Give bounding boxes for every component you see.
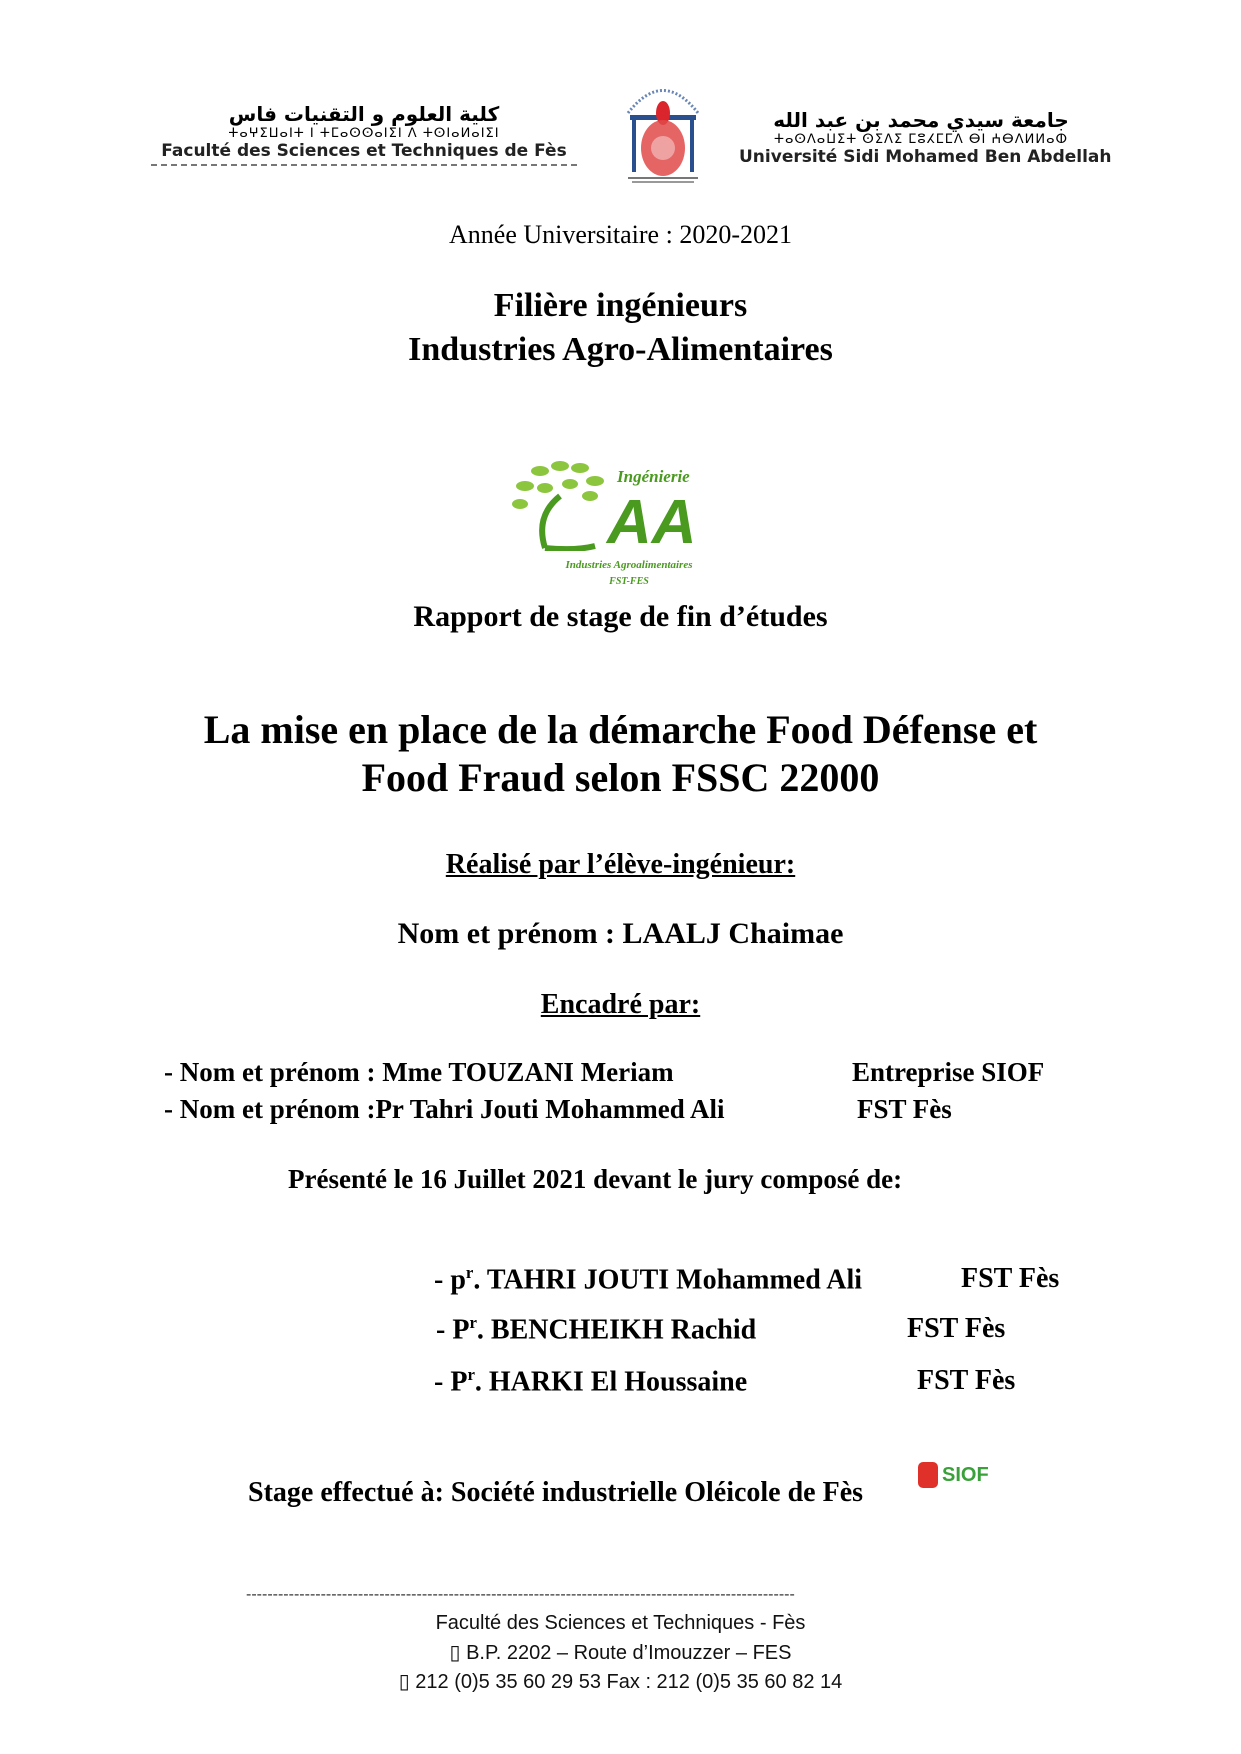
- internship-location: Stage effectué à: Société industrielle Oléicole de Fès: [248, 1477, 864, 1508]
- iaa-logo: [505, 456, 735, 596]
- academic-year: Année Universitaire : 2020-2021: [449, 220, 792, 249]
- logo-letters: AA: [607, 488, 697, 557]
- jury-title-sup: r: [465, 1263, 474, 1282]
- siof-logo: [918, 1462, 989, 1492]
- jury-name: . BENCHEIKH Rachid: [476, 1314, 757, 1346]
- supervisor-2-name: - Nom et prénom :Pr Tahri Jouti Mohammed Ali: [164, 1094, 725, 1124]
- author-name: Nom et prénom : LAALJ Chaimae: [397, 917, 844, 950]
- jury-member-2-org: FST Fès: [907, 1313, 1006, 1344]
- university-header: [739, 108, 1112, 167]
- university-name-french: Université Sidi Mohamed Ben Abdellah: [739, 147, 1112, 167]
- footer-institution: Faculté des Sciences et Techniques - Fès: [435, 1612, 806, 1634]
- jury-title-sup: r: [469, 1313, 477, 1332]
- jury-name: . TAHRI JOUTI Mohammed Ali: [473, 1264, 863, 1296]
- report-type: Rapport de stage de fin d’études: [413, 600, 828, 633]
- faculty-name-tifinagh: ⵜⴰⵖⵉⵡⴰⵏⵜ ⵏ ⵜⵎⴰⵙⵙⴰⵏⵉⵏ ⴷ ⵜⵙⵏⴰⵍⴰⵏⵉⵏ: [228, 126, 500, 141]
- faculty-name-arabic: كلية العلوم و التقنيات فاس: [228, 102, 500, 126]
- jury-member-1-org: FST Fès: [961, 1263, 1060, 1294]
- siof-emblem-icon: [918, 1462, 938, 1488]
- title-line2: Food Fraud selon FSSC 22000: [361, 755, 880, 800]
- program-line2: Industries Agro-Alimentaires: [408, 331, 833, 368]
- supervisor-1-name: - Nom et prénom : Mme TOUZANI Meriam: [164, 1057, 674, 1087]
- tree-icon: [505, 456, 615, 551]
- faculty-underline: [151, 164, 577, 166]
- siof-logo-text: SIOF: [942, 1464, 989, 1486]
- faculty-header: [147, 102, 581, 166]
- supervisor-2-org: FST Fès: [857, 1094, 952, 1124]
- program-line1: Filière ingénieurs: [493, 287, 748, 324]
- footer-separator: -------------------------------------------------------------------------------------------------------: [246, 1586, 795, 1603]
- jury-member-2: [436, 1313, 756, 1346]
- faculty-name-french: Faculté des Sciences et Techniques de Fès: [161, 141, 567, 161]
- logo-subtitle: Industries Agroalimentaires: [565, 559, 693, 571]
- logo-subtitle-2: FST-FES: [609, 576, 649, 587]
- jury-prefix: - P: [436, 1314, 470, 1346]
- jury-member-3: [434, 1365, 747, 1398]
- jury-prefix: - P: [434, 1366, 468, 1398]
- jury-name: . HARKI El Houssaine: [474, 1366, 748, 1398]
- footer-address: ▯ B.P. 2202 – Route d’Imouzzer – FES: [449, 1642, 792, 1664]
- jury-prefix: - p: [434, 1264, 466, 1296]
- logo-top-text: Ingénierie: [617, 467, 690, 486]
- university-name-tifinagh: ⵜⴰⵙⴷⴰⵡⵉⵜ ⵙⵉⴷⵉ ⵎⵓⵃⵎⵎⴷ ⴱⵏ ⵄⴱⴷⵍⵍⴰⵀ: [773, 132, 1069, 147]
- university-name-arabic: جامعة سيدي محمد بن عبد الله: [773, 108, 1069, 132]
- jury-member-3-org: FST Fès: [917, 1365, 1016, 1396]
- author-label: Réalisé par l’élève-ingénieur:: [445, 849, 796, 880]
- university-emblem: [618, 73, 708, 186]
- supervised-label: Encadré par:: [540, 989, 701, 1020]
- jury-title-sup: r: [467, 1365, 475, 1384]
- footer-phone-fax: ▯ 212 (0)5 35 60 29 53 Fax : 212 (0)5 35 60 82 14: [398, 1671, 843, 1693]
- jury-member-1: [434, 1263, 862, 1296]
- title-line1: La mise en place de la démarche Food Défense et: [203, 707, 1038, 752]
- supervisor-1-org: Entreprise SIOF: [852, 1057, 1045, 1087]
- presentation-info: Présenté le 16 Juillet 2021 devant le jury composé de:: [288, 1164, 903, 1194]
